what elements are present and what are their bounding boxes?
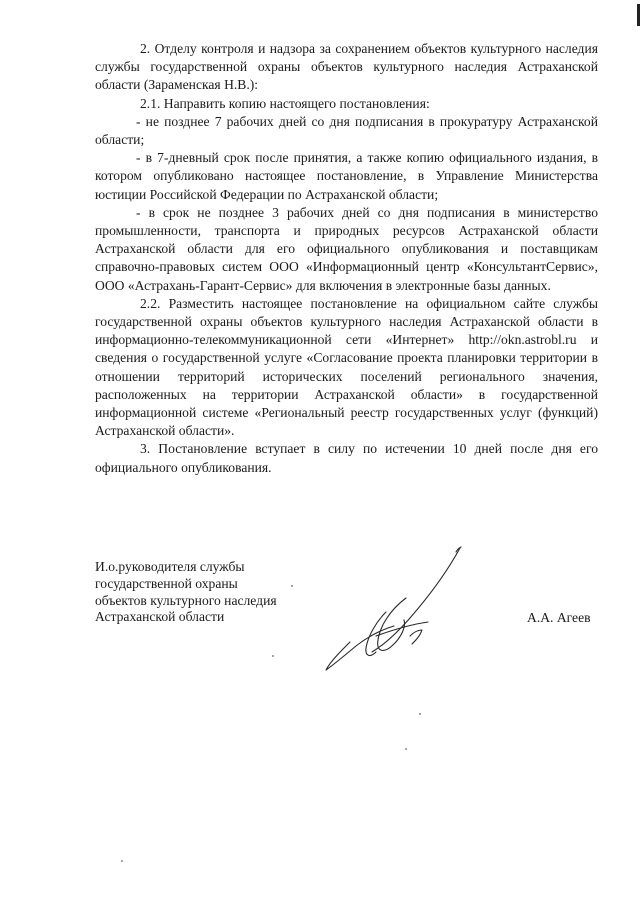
paragraph-2-2: 2.2. Разместить настоящее постановление на официальном сайте службы государственной охраны объектов культурного наследия Астраханской области в информационно-телекоммуникационной сети «Интернет» http://okn.astrobl.ru и сведения о государственной услуге «Согласование проекта планировки территории в отношении территорий исторических поселений регионального значения, расположенных на территории Астраханской области» в государственной информационной системе «Региональный реестр государственных услуг (функций) Астраханской области». [95, 295, 598, 439]
paragraph-2-1: 2.1. Направить копию настоящего постановления: [140, 95, 430, 111]
document-body [95, 40, 598, 477]
paragraph-2-1-item-3: - в срок не позднее 3 рабочих дней со дня подписания в министерство промышленности, транспорта и природных ресурсов Астраханской области Астраханской области для его официального опубликования и поставщикам справочно-правовых систем ООО «Информационный центр «КонсультантСервис», ООО «Астрахань-Гарант-Сервис» для включения в электронные базы данных. [95, 204, 598, 293]
paragraph-2-1-item-2: - в 7-дневный срок после принятия, а также копию официального издания, в котором опубликовано настоящее постановление, в Управление Министерства юстиции Российской Федерации по Астраханской области; [95, 150, 598, 202]
scan-speck [121, 860, 123, 862]
paragraph-2-1-item-1: - не позднее 7 рабочих дней со дня подписания в прокуратуру Астраханской области; [95, 113, 598, 148]
signer-title-line: Астраханской области [95, 609, 225, 625]
scan-speck [272, 655, 274, 657]
paragraph-3: 3. Постановление вступает в силу по истечении 10 дней после дня его официального опубликования. [95, 441, 598, 475]
scan-speck [419, 713, 421, 715]
paragraph-2: 2. Отделу контроля и надзора за сохранением объектов культурного наследия службы государственной охраны объектов культурного наследия Астраханской области (Зараменская Н.В.): [95, 41, 598, 93]
signer-title-line: И.о.руководителя службы [95, 559, 245, 574]
handwritten-signature [310, 540, 470, 680]
signer-title-line: объектов культурного наследия [95, 592, 277, 608]
signer-name: А.А. Агеев [527, 610, 591, 625]
signer-title [95, 559, 277, 626]
scan-speck [291, 585, 293, 587]
scan-speck [405, 748, 407, 750]
signer-title-line: государственной охраны [95, 575, 238, 591]
